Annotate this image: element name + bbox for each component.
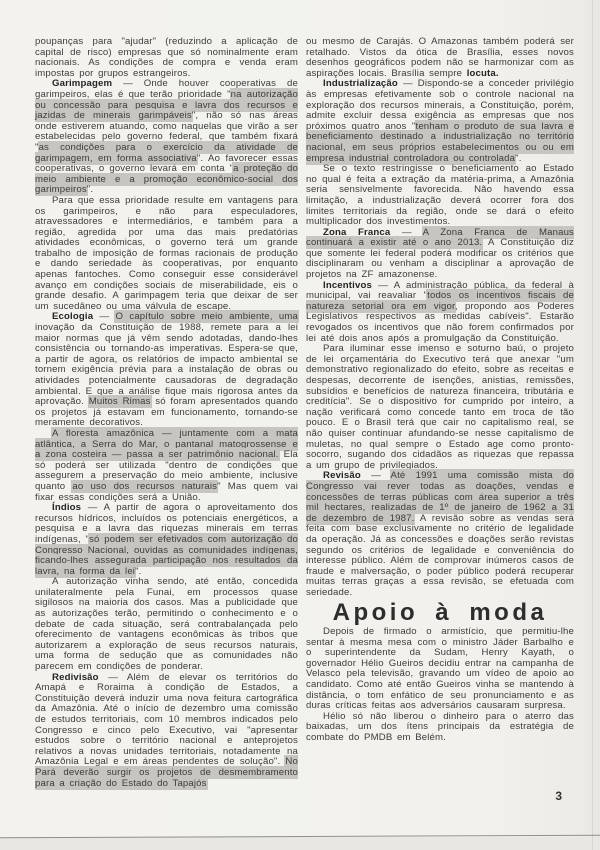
paragraph [306, 37, 574, 79]
bold-run: Garimpagem [52, 78, 113, 90]
bold-run: Redivisão [52, 671, 99, 683]
page-right-edge-line [592, 0, 593, 850]
text-run: ". Ao favorecer essas cooperativas, o governo levará em conta " [35, 152, 298, 175]
highlighted-run: a proteção do meio ambiente e a promoção econômico-social dos garimpeiros [35, 163, 298, 196]
paragraph [306, 164, 574, 228]
highlighted-run: A floresta amazônica — juntamente com a mata atlântica, a Serra do Mar, o pantanal matogrossense e a zona costeira — passa a ser patrimônio nacional. [35, 427, 298, 461]
highlighted-run: ao uso dos recursos naturais [72, 480, 218, 492]
text-run: Para que essa prioridade resulte em vantagens para os garimpeiros, e não para especuladores, atravessadores e intermediários, e também para a região, agredida por uma das mais predatórias atividades econômicas, o governo terá um grande trabalho de imposição de formas racionais de produção e dando seriedade às cooperativas, por enquanto apenas fantoches. Como conseguir esse considerável avanço em condições sociais de miserabilidade, eis o grande desafio. A garimpagem teria que deixar de ser um sucedâneo ou uma válvula de escape. [35, 194, 298, 312]
text-run: ou mesmo de Carajás. O Amazonas também poderá ser retalhado. Vistos da ótica de Brasília, esses novos desenhos geográficos podem não se harmonizar com as aspirações locais. Brasília sempre [306, 36, 574, 79]
highlighted-run: No Pará deverão surgir os projetos de desmembramento para a criação do Estado do Tapajós [35, 756, 298, 789]
page-number: 3 [555, 789, 562, 803]
bold-run: Industrialização [323, 78, 398, 90]
paragraph [306, 344, 574, 471]
text-run: Ela só poderá ser utilizada "dentro de condições que assegurem a preservação do meio ambiente, inclusive quanto [35, 449, 298, 492]
bold-run: locuta. [466, 67, 499, 79]
text-run: — [360, 470, 391, 482]
highlighted-run: tenham o produto de sua lavra e beneficiamento destinado a industrialização no território nacional, em seus próprios estabelecimentos ou ou em empresa industrial controladora ou controlada [306, 120, 575, 164]
text-run: só foram apresentados quando os projetos já estavam em funcionamento, tornando-se meramente decorativos. [35, 396, 298, 429]
highlighted-run: todos os incentivos fiscais de natureza setorial ora em vigor [306, 290, 575, 312]
page-bottom-edge-shade [0, 837, 600, 850]
text-run: — Além de elevar os territórios do Amapá e Roraima à condição de Estados, a Constituição deverá induzir uma nova feitura cartográfica da Amazônia. Até o início de dezembro uma comissão de estudos territoriais, com 10 membros indicados pelo Congresso e cinco pelo Executivo, vai "apresentar estudos sobre o território nacional e anteprojetos relativos a novas unidades territoriais, notadamente na Amazônia Legal e em áreas pendentes de solução". [35, 671, 298, 768]
paragraph [306, 79, 574, 164]
text-run: Hélio só não liberou o dinheiro para o aterro das baixadas, um dos ítens principais da estratégia de combate do PMDB em Belém. [306, 710, 574, 743]
paragraph [306, 627, 574, 712]
text-run: ". [135, 565, 142, 577]
paragraph [35, 673, 298, 790]
bold-run: Zona Franca [323, 226, 391, 238]
highlighted-run: Muitos Rimas [88, 396, 151, 408]
text-run: ". [86, 184, 94, 196]
highlighted-run: O capítulo sobre meio ambiente, uma [115, 311, 298, 323]
paragraph [35, 37, 298, 79]
paragraph [35, 429, 298, 503]
paragraph [306, 712, 574, 744]
text-run: Depois de firmado o armistício, que permitiu-lhe sentar à mesma mesa com o ministro Jáder Barbalho e o superintendente da Sudam, Henry Kayath, o governador Hélio Gueiros decidiu entrar na campanha de Velasco pela televisão, gravando um vídeo de apoio ao candidato. Como até então Gueiros vinha se mantendo à distância, o tom enfático de seu pronunciamento e as duras críticas feitas aos adversários causaram surpresa. [306, 626, 574, 712]
text-run: A revisão sobre as vendas será feita com base exclusivamente no critério de legalidade da operação. Já as concessões e doações serão revistas segundo os critérios de legalidade e conveniência do interesse público. Além de comprovar inúmeros casos de fraude e malversação, o poder público poderá recuperar muitas terras graças a essa revisão, se efetuada com seriedade. [306, 512, 574, 598]
paragraph [35, 312, 298, 429]
text-run: ". [515, 152, 522, 164]
text-run: — [390, 226, 423, 238]
paragraph [35, 577, 298, 672]
text-run: — [93, 311, 116, 323]
bold-run: Revisão [323, 470, 361, 482]
paragraph [35, 79, 298, 196]
text-run: — A administração pública, da federal à municipal, vai reavaliar " [306, 279, 574, 302]
text-run: " Mas quem vai fixar essas condições será a União. [35, 480, 298, 503]
paragraph [35, 503, 298, 577]
text-run: — Onde houver cooperativas de garimpeiros, elas é que terão prioridade " [35, 78, 298, 100]
text-run: inovação da Constituição de 1988, remete para a lei maior normas que já vêm sendo adotadas, dando-lhes consistência ou tornando-as imperativas. Espera-se que, a partir de agora, os relatórios de impacto ambiental se tornem exigência prévia para a instalação de obras ou atividades potencialmente causadoras de degradação ambiental. E que a análise fique mais rigorosa antes da aprovação. [35, 322, 298, 408]
paragraph [35, 196, 298, 313]
highlighted-run: as condições para o exercício da atividade de garimpagem, em forma associativa [35, 141, 298, 164]
text-column-right [306, 37, 574, 744]
text-run: ", não só nas áreas onde estiverem atuando, como naquelas que virão a ser estabelecidas pelo governo federal, que também fixará " [35, 110, 299, 153]
text-run: — Dispondo-se a conceder privilégio às empresas efetivamente sob o controle nacional na exploração dos recursos minerais, a Constituição, porém, admite excluir dessa exigência as empresas que nos próximos quatro anos " [306, 78, 574, 132]
bold-run: Incentivos [323, 279, 372, 291]
highlighted-run: Até 1991 uma comissão mista do Congresso vai rever todas as doações, vendas e concessões de terras públicas com área superior a três mil hectares, realizadas de 1º de janeiro de 1962 a 31 de dezembro de 1987. [306, 470, 574, 524]
paragraph [306, 281, 574, 345]
text-run: Se o texto restringisse o beneficiamento ao Estado no qual é feita a extração da matéria-prima, a Amazônia seria sensivelmente favorecida. Não havendo essa limitação, a industrialização deverá ocorrer fora dos limites territoriais da região, onde se dará o efeito multiplicador dos investimentos. [306, 163, 574, 228]
section-heading: Apoio à moda [332, 599, 548, 627]
highlighted-run: só podem ser efetivados com autorização do Congresso Nacional, ouvidas as comunidades indígenas, ficando-lhes assegurada participação nos resultados da lavra, na forma da lei [35, 533, 298, 577]
highlighted-run: A Zona Franca de Manaus continuará a existir até o ano 2013. [306, 226, 574, 249]
text-run: — A partir de agora o aproveitamento dos recursos hídricos, incluídos os potenciais energéticos, a pesquisa e a lavra das riquezas minerais em terras indígenas, " [35, 502, 298, 545]
text-column-left [35, 37, 298, 789]
paragraph [306, 471, 574, 598]
bold-run: Ecologia [52, 311, 94, 323]
paragraph [306, 228, 574, 281]
text-run: A autorização vinha sendo, até então, concedida unilateralmente pela Funai, em processos quase sigilosos na maioria dos casos. Mas a publicidade que as autorizações terão, permitindo o conhecimento e o debate de cada situação, será contrabalançada pelo oferecimento de vantagens econômicas às tribos que autorizarem a exploração de seus recursos naturais, uma forma de sedução que as comunidades não parecem em condições de ponderar. [35, 576, 298, 673]
text-run: Para iluminar esse imenso e soturno baú, o projeto de lei orçamentária do Executivo terá que anexar "um demonstrativo regionalizado do efeito, sobre as receitas e despesas, decorrente de isenções, anistias, remissões, subsídios e benefícios de natureza financeira, tributária e creditícia". Se o dispositivo for cumprido por inteiro, a nação verificará como concede tanto em troca de tão pouco. E o Brasil terá que cair no capitalismo real, se não quiser continuar afundando-se nesse capitalismo de muletas, no qual sempre o Estado age como pronto-socorro, sugando dos cidadãos as riquezas que repassa a um grupo de privilegiados. [306, 343, 574, 471]
highlighted-run: na autorização ou concessão para pesquisa e lavra dos recursos e jazidas de minerais garimpáveis [35, 88, 298, 122]
bold-run: Índios [52, 502, 82, 514]
text-run: poupanças para "ajudar" (reduzindo a aplicação de capital de risco) empresas que só nominalmente eram nacionais. As condições de compra e venda eram impostas por grupos estrangeiros. [35, 36, 298, 79]
text-run: A Constituição diz que somente lei federal poderá modificar os critérios que disciplinaram ou venham a disciplinar a aprovação de projetos na ZF amazonense. [306, 237, 574, 281]
text-run: , propondo aos Poderes Legislativos respectivos as medidas cabíveis". Estarão revogados os incentivos que não forem confirmados por lei até dois anos após a promulgação da Constituição. [306, 300, 574, 344]
